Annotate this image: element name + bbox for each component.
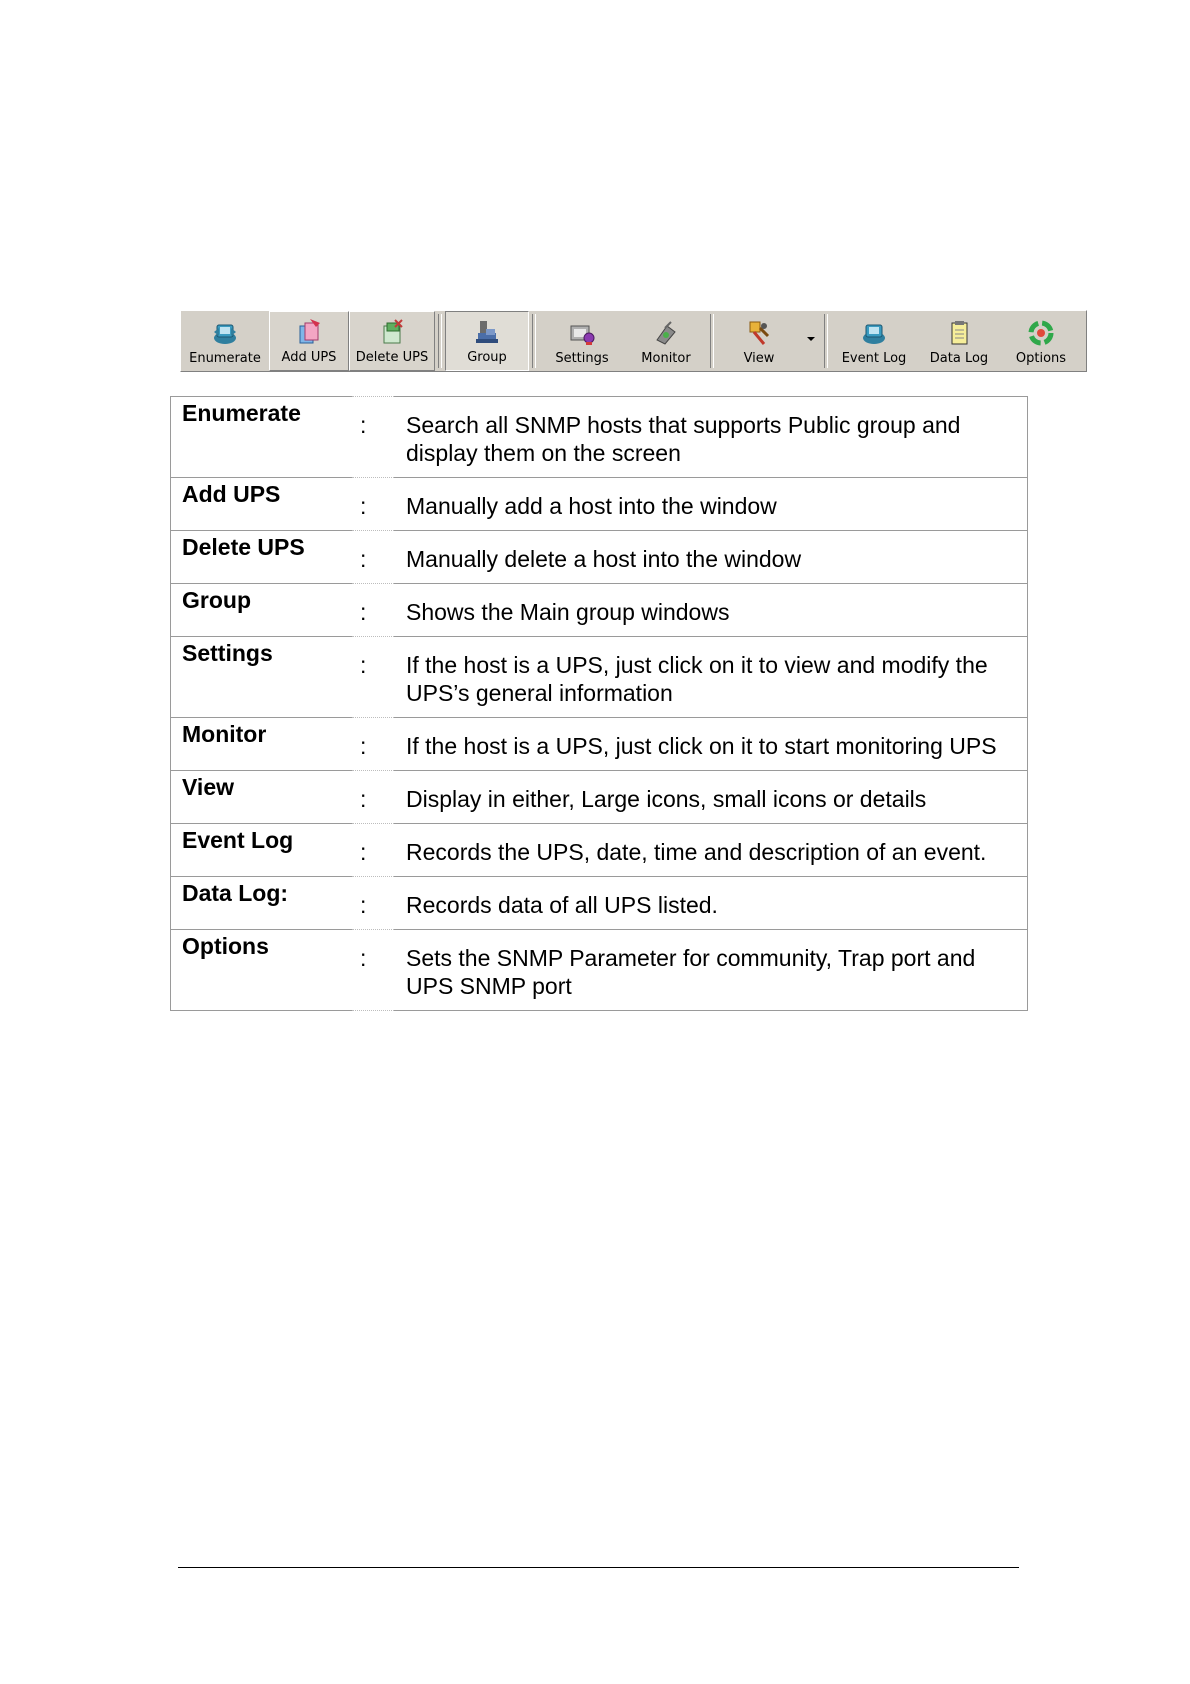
term-delete-ups: Delete UPS [171,531,353,584]
term-event-log: Event Log [171,824,353,877]
view-label: View [743,351,775,366]
data-log-label: Data Log [929,351,989,366]
group-label: Group [467,350,507,365]
toolbar-separator [532,314,536,368]
footer-rule [178,1567,1019,1568]
table-row [171,718,1028,771]
settings-icon [567,318,597,348]
term-separator: : [352,584,394,637]
definition-enumerate: Search all SNMP hosts that supports Public group and display them on the screen [394,397,1028,478]
toolbar-separator [438,314,442,368]
monitor-icon [651,318,681,348]
toolbar-separator [710,314,714,368]
table-row [171,930,1028,1011]
toolbar-description-table [170,396,1028,1011]
table-row [171,584,1028,637]
options-button[interactable] [1001,311,1081,371]
term-view: View [171,771,353,824]
event-log-label: Event Log [841,351,907,366]
monitor-button[interactable] [625,311,707,371]
add-host-icon [294,317,324,347]
data-log-icon [944,318,974,348]
table-row [171,531,1028,584]
term-monitor: Monitor [171,718,353,771]
table-row [171,478,1028,531]
term-separator: : [352,877,394,930]
table-row [171,637,1028,718]
definition-group: Shows the Main group windows [394,584,1028,637]
group-icon [472,317,502,347]
term-enumerate: Enumerate [171,397,353,478]
term-group: Group [171,584,353,637]
term-separator: : [352,478,394,531]
definition-options: Sets the SNMP Parameter for community, Trap port and UPS SNMP port [394,930,1028,1011]
toolbar [180,310,1087,372]
add-ups-label: Add UPS [281,350,337,365]
add-ups-button[interactable] [269,311,349,371]
definition-settings: If the host is a UPS, just click on it to view and modify the UPS’s general information [394,637,1028,718]
data-log-button[interactable] [917,311,1001,371]
term-separator: : [352,771,394,824]
view-button[interactable] [717,311,821,371]
network-hosts-icon [210,318,240,348]
toolbar-separator [824,314,828,368]
term-separator: : [352,637,394,718]
term-options: Options [171,930,353,1011]
enumerate-button[interactable] [181,311,269,371]
table-row [171,877,1028,930]
group-button[interactable] [445,311,529,371]
term-separator: : [352,397,394,478]
definition-monitor: If the host is a UPS, just click on it to start monitoring UPS [394,718,1028,771]
settings-button[interactable] [539,311,625,371]
table-row [171,824,1028,877]
settings-label: Settings [555,351,609,366]
table-row [171,397,1028,478]
enumerate-label: Enumerate [189,351,261,366]
monitor-label: Monitor [641,351,691,366]
table-row [171,771,1028,824]
event-log-icon [859,318,889,348]
term-separator: : [352,718,394,771]
options-icon [1026,318,1056,348]
term-separator: : [352,824,394,877]
options-label: Options [1015,351,1067,366]
delete-host-icon [377,317,407,347]
term-settings: Settings [171,637,353,718]
delete-ups-label: Delete UPS [355,350,429,365]
term-separator: : [352,930,394,1011]
term-separator: : [352,531,394,584]
view-icon [744,318,774,348]
term-add-ups: Add UPS [171,478,353,531]
delete-ups-button[interactable] [349,311,435,371]
term-data-log: Data Log: [171,877,353,930]
definition-view: Display in either, Large icons, small icons or details [394,771,1028,824]
definition-data-log: Records data of all UPS listed. [394,877,1028,930]
chevron-down-icon[interactable] [807,337,815,341]
definition-delete-ups: Manually delete a host into the window [394,531,1028,584]
event-log-button[interactable] [831,311,917,371]
definition-event-log: Records the UPS, date, time and description of an event. [394,824,1028,877]
definition-add-ups: Manually add a host into the window [394,478,1028,531]
